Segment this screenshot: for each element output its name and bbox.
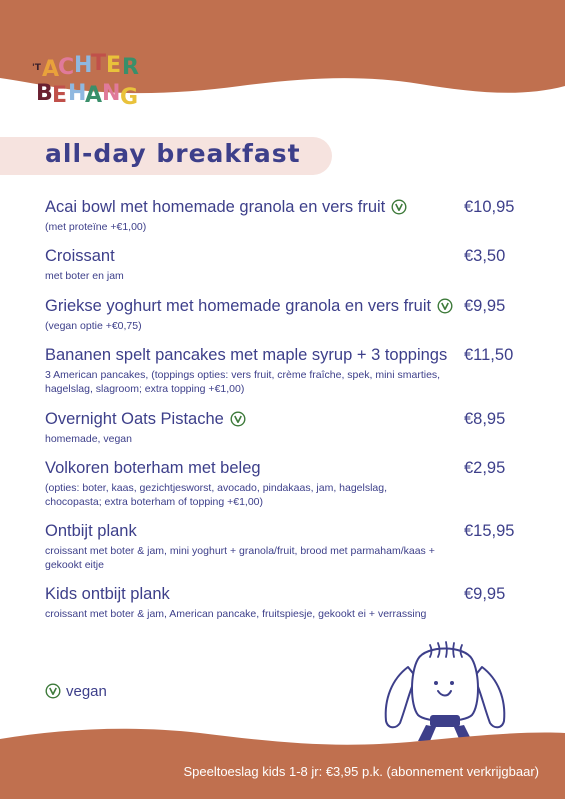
svg-text:A: A	[85, 83, 103, 108]
item-price: €2,95	[464, 459, 506, 477]
svg-text:T: T	[91, 51, 107, 76]
item-price: €8,95	[464, 410, 506, 428]
vegan-v-icon	[45, 683, 61, 699]
item-description: (vegan optie +€0,75)	[45, 320, 142, 332]
svg-text:A: A	[42, 57, 60, 82]
item-description: (opties: boter, kaas, gezichtjesworst, avocado, pindakaas, jam, hagelslag, chocopasta; extra boterham of topping +€1,00)	[45, 482, 388, 508]
item-description: met boter en jam	[45, 270, 124, 282]
vegan-v-icon	[437, 298, 453, 314]
svg-text:C: C	[58, 55, 75, 80]
item-price: €9,95	[464, 585, 506, 603]
footer-note: Speeltoeslag kids 1-8 jr: €3,95 p.k. (abonnement verkrijgbaar)	[183, 764, 539, 779]
svg-text:E: E	[106, 53, 122, 78]
vegan-v-icon	[391, 199, 407, 215]
svg-text:H: H	[68, 81, 87, 106]
item-name: Acai bowl met homemade granola en vers fruit	[45, 198, 386, 216]
item-name: Volkoren boterham met beleg	[45, 459, 261, 477]
item-name: Overnight Oats Pistache	[45, 410, 224, 428]
item-price: €3,50	[464, 247, 506, 265]
section-title: all-day breakfast	[45, 139, 301, 168]
svg-text:G: G	[120, 85, 139, 110]
svg-text:B: B	[36, 81, 53, 106]
menu-item	[45, 459, 525, 509]
item-description: croissant met boter & jam, mini yoghurt + granola/fruit, brood met parmaham/kaas + gekookt eitje	[45, 545, 435, 571]
brand-logo	[30, 50, 162, 112]
footer-wave	[0, 719, 565, 799]
item-price: €15,95	[464, 522, 515, 540]
svg-text:R: R	[122, 55, 139, 80]
svg-text:H: H	[74, 53, 93, 78]
menu-item	[45, 297, 525, 333]
vegan-v-icon	[230, 411, 246, 427]
legend-label: vegan	[66, 683, 107, 700]
item-description: 3 American pancakes, (toppings opties: vers fruit, crème fraîche, spek, mini smarties, hagelslag, slagroom; extra topping +€1,00)	[45, 369, 441, 395]
menu-item	[45, 247, 525, 283]
item-description: homemade, vegan	[45, 433, 132, 445]
item-name: Croissant	[45, 247, 115, 265]
item-name: Kids ontbijt plank	[45, 585, 170, 603]
item-price: €9,95	[464, 297, 506, 315]
svg-text:'T: 'T	[32, 63, 41, 73]
menu-item	[45, 585, 525, 621]
item-name: Bananen spelt pancakes met maple syrup + 3 toppings	[45, 346, 448, 364]
item-name: Ontbijt plank	[45, 522, 137, 540]
menu-item	[45, 410, 525, 446]
item-price: €11,50	[464, 346, 514, 364]
menu-item	[45, 346, 525, 396]
item-price: €10,95	[464, 198, 515, 216]
svg-text:N: N	[102, 81, 121, 106]
item-name: Griekse yoghurt met homemade granola en vers fruit	[45, 297, 432, 315]
svg-text:E: E	[52, 83, 68, 108]
menu-item	[45, 522, 525, 572]
item-description: croissant met boter & jam, American pancake, fruitspiesje, gekookt ei + verrassing	[45, 608, 427, 620]
item-description: (met proteïne +€1,00)	[45, 221, 147, 233]
menu-item	[45, 198, 525, 234]
vegan-legend	[45, 683, 107, 700]
